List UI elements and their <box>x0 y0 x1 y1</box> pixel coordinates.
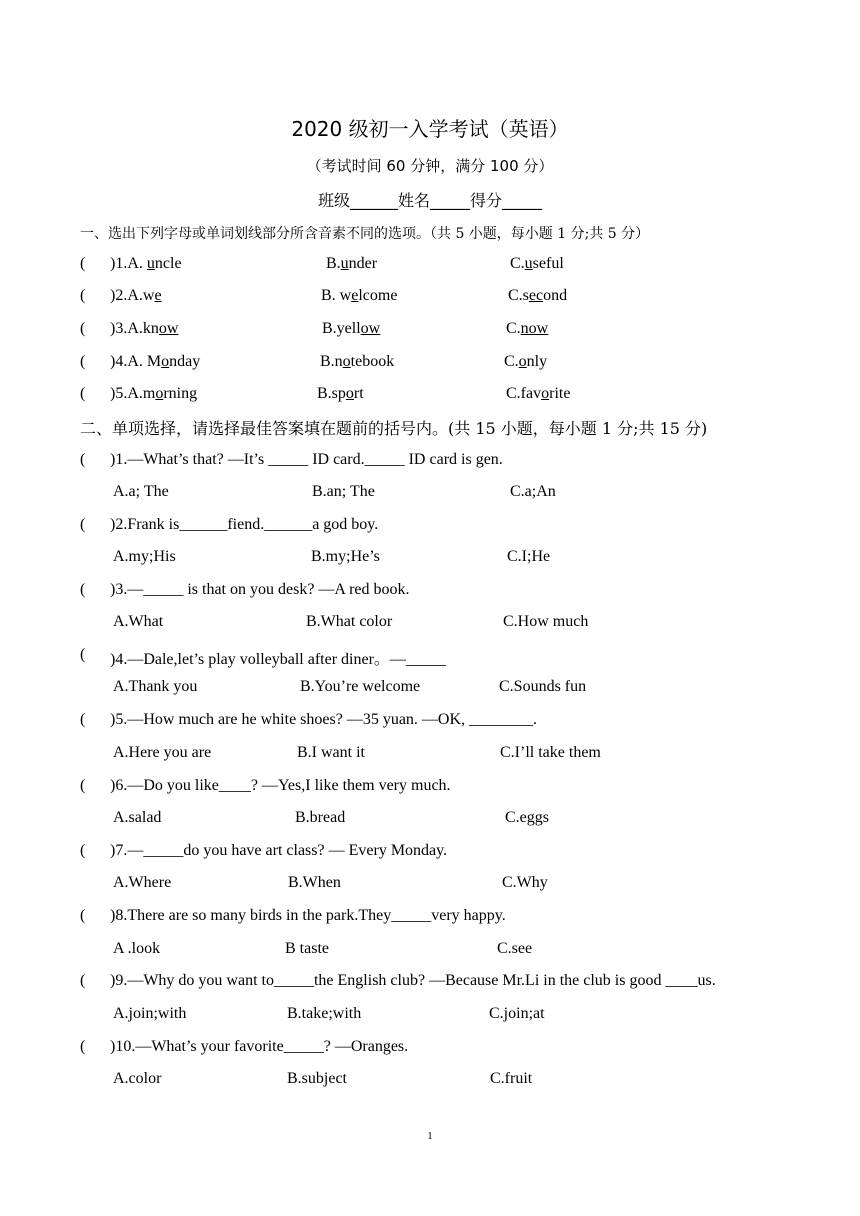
option-c: C.only <box>504 353 548 370</box>
answer-bracket[interactable]: ( <box>80 451 86 468</box>
option-a: A.Here you are <box>113 744 212 761</box>
option-c: C.now <box>506 320 549 337</box>
option-c: C.Sounds fun <box>499 678 587 695</box>
option-a: A .look <box>113 940 161 957</box>
page-number: 1 <box>427 1130 433 1142</box>
question-text: )4.—Dale,let’s play volleyball after diner。—_____ <box>110 651 446 668</box>
option-c: C.eggs <box>505 809 549 826</box>
answer-bracket[interactable]: ( <box>80 907 86 924</box>
option-c: C.How much <box>503 613 589 630</box>
item-number: )3.A.know <box>110 320 179 337</box>
question-text: )8.There are so many birds in the park.They_____very happy. <box>110 907 506 924</box>
option-c: C.a;An <box>510 483 556 500</box>
option-a: A.What <box>113 613 164 630</box>
answer-bracket[interactable]: ( <box>80 972 86 989</box>
option-b: B.notebook <box>320 353 395 370</box>
answer-bracket[interactable]: ( <box>80 711 86 728</box>
section-1-heading: 一、选出下列字母或单词划线部分所含音素不同的选项。（共 5 小题，每小题 1 分;共 5 分） <box>80 226 650 242</box>
option-c: C.Why <box>502 874 548 891</box>
option-b: B.bread <box>295 809 346 826</box>
option-c: C.second <box>508 287 568 304</box>
option-b: B.You’re welcome <box>300 678 421 695</box>
option-b: B.yellow <box>322 320 381 337</box>
answer-bracket[interactable]: ( <box>80 842 86 859</box>
option-b: B taste <box>285 940 329 957</box>
answer-bracket[interactable]: ( <box>80 320 86 337</box>
option-a: A. uncle <box>127 255 182 272</box>
answer-bracket[interactable]: ( <box>80 353 86 370</box>
option-b: B.I want it <box>297 744 365 761</box>
option-a: A.Thank you <box>113 678 198 695</box>
option-c: C.useful <box>510 255 564 272</box>
answer-bracket[interactable]: ( <box>80 1038 86 1055</box>
answer-bracket[interactable]: ( <box>80 516 86 533</box>
option-b: B.sport <box>317 385 364 402</box>
option-a: A.Where <box>113 874 172 891</box>
question-text: )10.—What’s your favorite_____? —Oranges. <box>110 1038 409 1055</box>
option-b: B.subject <box>287 1070 347 1087</box>
option-a: A.salad <box>113 809 162 826</box>
option-a: A. Monday <box>127 353 201 370</box>
option-b: B.When <box>288 874 341 891</box>
question-text: )5.—How much are he white shoes? —35 yuan. —OK, ________. <box>110 711 538 728</box>
answer-bracket[interactable]: ( <box>80 777 86 794</box>
exam-info: （考试时间 60 分钟，满分 100 分） <box>306 157 554 175</box>
option-a: A.a; The <box>113 483 169 500</box>
item-number: )2.A.we <box>110 287 162 304</box>
page-title: 2020 级初一入学考试（英语） <box>291 117 569 141</box>
option-b: B.my;He’s <box>311 548 380 565</box>
option-a: A.my;His <box>113 548 176 565</box>
option-c: C.I’ll take them <box>500 744 601 761</box>
answer-bracket[interactable]: ( <box>80 385 86 402</box>
option-b: B.What color <box>306 613 393 630</box>
option-a: A.join;with <box>113 1005 187 1022</box>
student-info-line: 班级______姓名_____得分_____ <box>317 191 542 210</box>
answer-bracket[interactable]: ( <box>80 255 86 272</box>
question-text: )1.—What’s that? —It’s _____ ID card._____ ID card is gen. <box>110 451 503 468</box>
option-c: C.join;at <box>489 1005 545 1022</box>
question-text: )9.—Why do you want to_____the English club? —Because Mr.Li in the club is good ____us. <box>110 972 716 989</box>
option-c: C.see <box>497 940 533 957</box>
answer-bracket[interactable]: ( <box>80 646 86 663</box>
option-b: B.under <box>326 255 378 272</box>
option-c: C.fruit <box>490 1070 533 1087</box>
option-c: C.favorite <box>506 385 571 402</box>
option-a: A.color <box>113 1070 162 1087</box>
question-text: )3.—_____ is that on you desk? —A red book. <box>110 581 410 598</box>
question-text: )2.Frank is______fiend.______a god boy. <box>110 516 379 533</box>
answer-bracket[interactable]: ( <box>80 287 86 304</box>
question-text: )6.—Do you like____? —Yes,I like them very much. <box>110 777 451 794</box>
question-text: )7.—_____do you have art class? — Every Monday. <box>110 842 448 859</box>
option-a: A.we <box>127 287 162 304</box>
answer-bracket[interactable]: ( <box>80 581 86 598</box>
option-b: B.an; The <box>312 483 375 500</box>
option-a: A.know <box>127 320 179 337</box>
item-number: )5.A.morning <box>110 385 198 402</box>
section-2-heading: 二、单项选择，请选择最佳答案填在题前的括号内。(共 15 小题，每小题 1 分;共 15 分) <box>80 419 708 438</box>
option-a: A.morning <box>127 385 198 402</box>
option-b: B.take;with <box>287 1005 362 1022</box>
option-b: B. welcome <box>321 287 398 304</box>
option-c: C.I;He <box>507 548 551 565</box>
item-number: )4.A. Monday <box>110 353 201 370</box>
item-number: )1.A. uncle <box>110 255 182 272</box>
